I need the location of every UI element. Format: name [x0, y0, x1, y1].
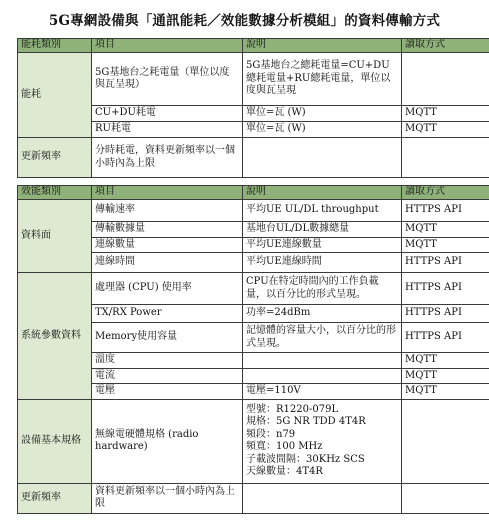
- spec-line: 天線數量：4T4R: [246, 466, 323, 477]
- spec-line: 子載波間隔：30KHz SCS: [246, 453, 365, 465]
- category-update: 更新頻率: [18, 483, 92, 513]
- item-cell: 無線電硬體規格 (radio hardware): [92, 399, 243, 483]
- method-cell: HTTPS API: [402, 253, 489, 273]
- desc-cell: 電壓=110V: [243, 384, 402, 400]
- spec-line: 頻段：n79: [246, 428, 296, 440]
- table-row: [18, 399, 489, 483]
- table-header-row: [18, 186, 489, 200]
- desc-cell: 平均UE連線數量: [243, 237, 402, 253]
- header-description: 說明: [243, 186, 402, 200]
- method-cell: [402, 483, 489, 513]
- desc-cell: 平均UE UL/DL throughput: [243, 200, 402, 222]
- method-cell: HTTPS API: [402, 305, 489, 323]
- page-title: 5G專網設備與「通訊能耗／效能數據分析模組」的資料傳輸方式: [48, 13, 441, 29]
- item-cell: TX/RX Power: [92, 305, 243, 323]
- item-cell: 5G基地台之耗電量（單位以度與瓦呈現）: [92, 53, 243, 106]
- header-read-method: 讀取方式: [402, 39, 489, 53]
- method-cell: MQTT: [402, 122, 489, 138]
- category-data-plane: 資料面: [18, 200, 92, 273]
- category-update: 更新頻率: [18, 138, 92, 178]
- spec-line: 型號：R1220-079L: [246, 403, 339, 415]
- method-cell: MQTT: [402, 237, 489, 253]
- desc-cell: 功率=24dBm: [243, 305, 402, 323]
- method-cell: MQTT: [402, 222, 489, 238]
- table-row: [18, 200, 489, 222]
- table-header-row: [18, 39, 489, 53]
- item-cell: 電壓: [92, 384, 243, 400]
- table-row: [18, 138, 489, 178]
- energy-table: [17, 38, 489, 178]
- method-cell: HTTPS API: [402, 273, 489, 305]
- header-description: 說明: [243, 39, 402, 53]
- desc-cell: 單位=瓦 (W): [243, 106, 402, 122]
- header-read-method: 讀取方式: [402, 186, 489, 200]
- update-text: 資料更新頻率以一個小時內為上限: [92, 483, 243, 513]
- method-cell: MQTT: [402, 368, 489, 384]
- method-cell: [402, 399, 489, 483]
- method-cell: MQTT: [402, 384, 489, 400]
- desc-cell: CPU在特定時間內的工作負載量，以百分比的形式呈現。: [243, 273, 402, 305]
- item-cell: RU耗電: [92, 122, 243, 138]
- hardware-specs: [243, 399, 402, 483]
- item-cell: Memory使用容量: [92, 323, 243, 353]
- header-item: 項目: [92, 186, 243, 200]
- desc-cell: 平均UE連線時間: [243, 253, 402, 273]
- header-item: 項目: [92, 39, 243, 53]
- table-row: [18, 53, 489, 106]
- desc-cell: 單位=瓦 (W): [243, 122, 402, 138]
- desc-cell: [243, 138, 402, 178]
- item-cell: 連線數量: [92, 237, 243, 253]
- spec-line: 規格：5G NR TDD 4T4R: [246, 416, 366, 427]
- method-cell: [402, 53, 489, 106]
- method-cell: MQTT: [402, 106, 489, 122]
- desc-cell: [243, 368, 402, 384]
- method-cell: MQTT: [402, 353, 489, 369]
- item-cell: 連線時間: [92, 253, 243, 273]
- desc-cell: 基地台UL/DL數據總量: [243, 222, 402, 238]
- header-category: 效能類別: [18, 186, 92, 200]
- desc-cell: 5G基地台之總耗電量=CU+DU總耗電量+RU總耗電量，單位以度與瓦呈現: [243, 53, 402, 106]
- table-row: [18, 273, 489, 305]
- method-cell: HTTPS API: [402, 200, 489, 222]
- item-cell: 溫度: [92, 353, 243, 369]
- item-cell: 傳輸速率: [92, 200, 243, 222]
- header-category: 能耗類別: [18, 39, 92, 53]
- item-cell: 傳輸數據量: [92, 222, 243, 238]
- category-system-params: 系統參數資料: [18, 273, 92, 400]
- spec-line: 頻寬：100 MHz: [246, 441, 323, 452]
- table-row: [18, 483, 489, 513]
- item-cell: 處理器 (CPU) 使用率: [92, 273, 243, 305]
- method-cell: [402, 138, 489, 178]
- item-cell: CU+DU耗電: [92, 106, 243, 122]
- update-text: 分時耗電，資料更新頻率以一個小時內為上限: [92, 138, 243, 178]
- desc-cell: [243, 353, 402, 369]
- category-hardware: 設備基本規格: [18, 399, 92, 483]
- desc-cell: [243, 483, 402, 513]
- method-cell: HTTPS API: [402, 323, 489, 353]
- performance-table: [17, 185, 489, 514]
- item-cell: 電流: [92, 368, 243, 384]
- desc-cell: 記憶體的容量大小，以百分比的形式呈現。: [243, 323, 402, 353]
- category-energy: 能耗: [18, 53, 92, 138]
